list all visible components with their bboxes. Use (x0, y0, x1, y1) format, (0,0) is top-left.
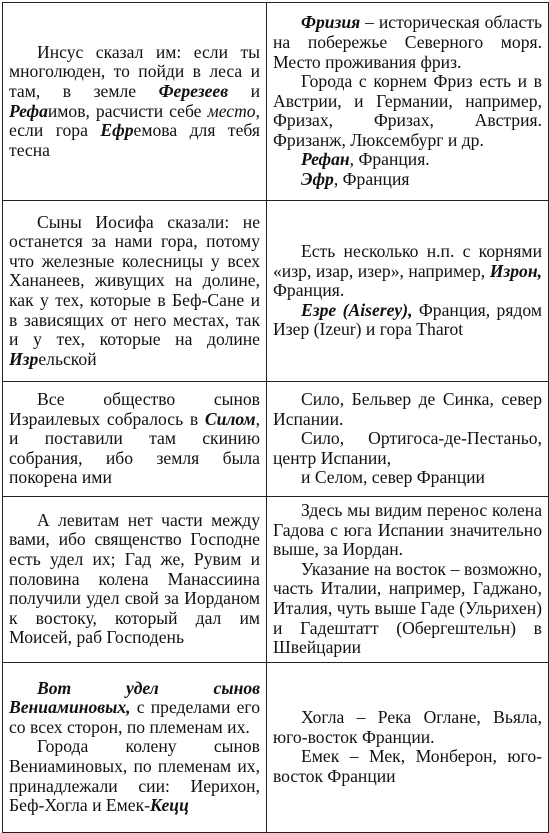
text-run: Сило, Ортигоса-де-Пестаньо, центр Испании, (273, 428, 542, 468)
scripture-paragraph (9, 213, 260, 370)
scripture-paragraph (9, 737, 260, 815)
table-row (3, 662, 549, 832)
toponym-paragraph (273, 301, 542, 340)
text-run: Емек – Мек, Монберон, юго-восток Франции (273, 746, 542, 786)
text-run: с пределами его со всех сторон, по племенам их. (9, 697, 260, 737)
toponym-paragraph (273, 468, 542, 488)
text-run: емова для тебя тесна (9, 120, 260, 160)
scripture-paragraph (9, 390, 260, 488)
toponym-paragraph (273, 560, 542, 658)
scripture-cell (3, 382, 267, 497)
text-run: Сило, Бельвер де Синка, север Испании. (273, 389, 542, 429)
scripture-cell (3, 201, 267, 382)
toponym-paragraph (273, 242, 542, 301)
scripture-paragraph (9, 511, 260, 648)
toponym-cell (267, 497, 549, 663)
emphasized-text: Вот удел сынов Вениаминовых, (9, 677, 260, 718)
text-run: и (228, 80, 260, 101)
text-run: А левитам нет части между вами, ибо священство Господне есть удел их; Гад же, Рувим и половина колена Манассиина получили удел свой за Иорданом к востоку, который дал им Моисей, раб Господень (9, 509, 260, 648)
emphasized-text: Кецц (150, 795, 189, 816)
emphasized-text: Рефан (301, 149, 350, 170)
toponym-cell (267, 662, 549, 832)
text-run: Сыны Иосифа сказали: не останется за нами гора, потому что железные колесницы у всех Хананеев, живущих на долине, как у тех, которые в Беф-Сане и в зависящих от него местах, так и у тех, которые на долине (9, 211, 260, 350)
emphasized-text: Эфр (301, 169, 334, 190)
emphasized-text: место (207, 100, 256, 121)
text-run: , Франция. (349, 149, 430, 170)
toponym-paragraph (273, 72, 542, 150)
text-run: Есть несколько н.п. с корнями «изр, изар, изер», например, (273, 241, 542, 281)
toponym-paragraph (273, 170, 542, 190)
text-run: , и поставили там скинию собрания, ибо земля была покорена ими (9, 408, 260, 488)
scripture-cell (3, 497, 267, 663)
table-row (3, 497, 549, 663)
toponym-cell (267, 3, 549, 201)
scripture-cell (3, 662, 267, 832)
text-run: Города с корнем Фриз есть и в Австрии, и Германии, например, Фризах, Фризах, Австрия. Фризанж, Люксембург и др. (273, 71, 542, 150)
text-run: , Франция (333, 169, 410, 190)
text-run: Здесь мы видим перенос колена Гадова с юга Испании значительно выше, за Иордан. (273, 500, 542, 560)
emphasized-text: Фризия (301, 12, 361, 33)
toponym-paragraph (273, 501, 542, 560)
toponym-paragraph (273, 708, 542, 747)
emphasized-text: Изр (9, 348, 39, 369)
emphasized-text: Рефа (9, 100, 48, 121)
text-run: Франция. (273, 280, 345, 301)
scripture-paragraph (9, 679, 260, 738)
text-run: , если гора (9, 100, 260, 141)
emphasized-text: Ефр (100, 120, 134, 141)
text-run: Франция, рядом Изер (Izeur) и гора Tharot (273, 299, 542, 340)
table-row (3, 201, 549, 382)
text-run: Инсус сказал им: если ты многолюден, то пойди в леса и там, в земле (9, 41, 260, 101)
text-run: Все общество сынов Израилевых собралось в (9, 389, 260, 429)
toponym-cell (267, 382, 549, 497)
text-run: – историческая область на побережье Северного моря. Место проживания фриз. (273, 12, 542, 72)
text-run: имов, расчисти себе (47, 100, 208, 121)
toponym-paragraph (273, 390, 542, 429)
toponym-paragraph (273, 747, 542, 786)
emphasized-text: Силом (204, 408, 256, 429)
text-run: и Селом, север Франции (301, 467, 485, 488)
table-row (3, 3, 549, 201)
scripture-cell (3, 3, 267, 201)
bible-toponym-table (2, 2, 549, 833)
text-run: Указание на восток – возможно, часть Италии, например, Гаджано, Италия, чуть выше Гаде (Ульрихен) и Гадештатт (Обергештельн) в Швейцарии (273, 558, 542, 658)
text-run: Города колену сынов Вениаминовых, по племенам их, принадлежали сии: Иерихон, Беф-Хогла и Емек- (9, 736, 260, 816)
toponym-cell (267, 201, 549, 382)
text-run: ельской (38, 348, 97, 369)
toponym-paragraph (273, 429, 542, 468)
scripture-paragraph (9, 43, 260, 161)
table-row (3, 382, 549, 497)
emphasized-text: Ферезеев (158, 80, 229, 101)
emphasized-text: Изрон, (489, 260, 542, 281)
emphasized-text: Езре (Aiserey), (301, 299, 413, 320)
toponym-paragraph (273, 150, 542, 170)
text-run: Хогла – Река Оглане, Вьяла, юго-восток Франции. (273, 707, 542, 747)
toponym-paragraph (273, 13, 542, 72)
